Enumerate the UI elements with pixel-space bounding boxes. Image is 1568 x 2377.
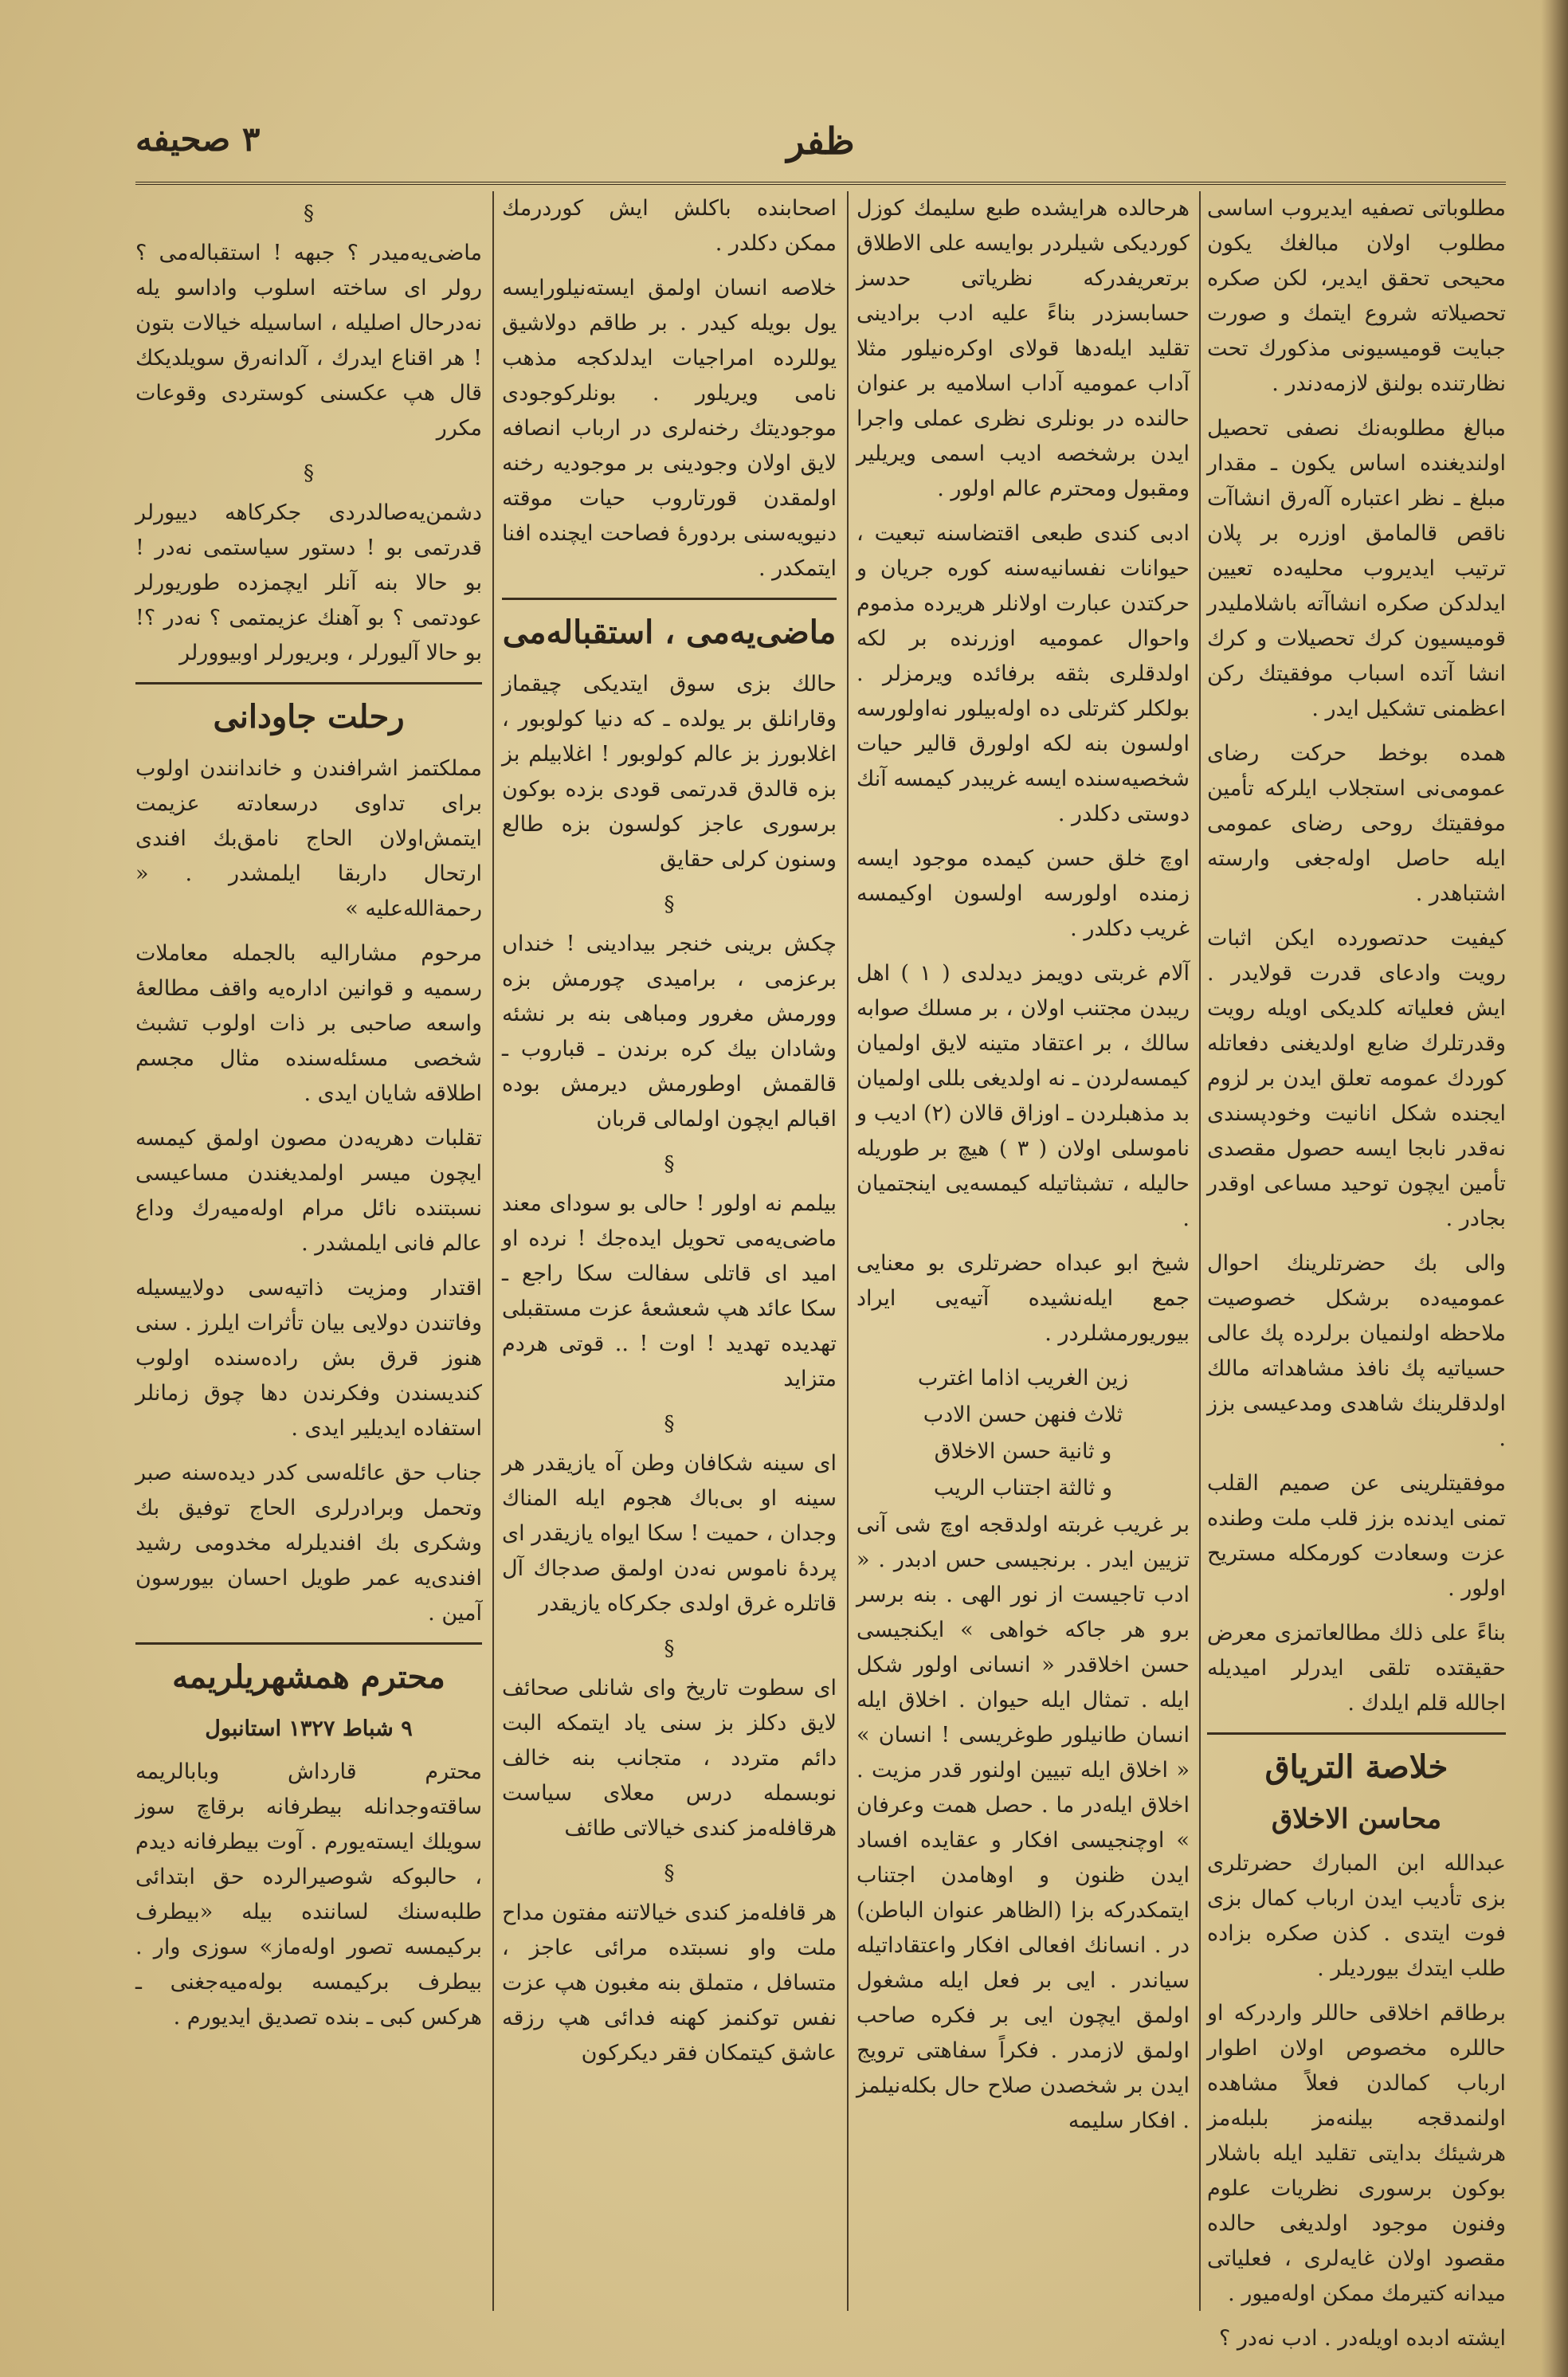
column-divider <box>492 191 494 2311</box>
column-3 <box>502 191 837 2311</box>
paragraph: مرحوم مشارالیه بالجمله معاملات رسمیه و قوانین اداره‌یه واقف مطالعهٔ واسعه صاحبی بر ذات اولوب تشبث شخصی مسئله‌سنده مثال مجسم اطلاقه شایان ایدی . <box>135 941 482 1106</box>
paragraph: والی بك حضرتلرینك احوال عمومیه‌ده برشکل خصوصیت ملاحظه اولنمیان برلرده پك عالی حسیاتیه پك نافذ مشاهداته مالك اولدقلرینك شاهدی ومدعیسی بزز . <box>1207 1251 1506 1451</box>
article-heading: محترم همشهریلریمه <box>172 1658 445 1696</box>
dateline: ٩ شباط ١٣٢٧ استانبول <box>205 1716 413 1741</box>
stanza: ماضی‌یه‌میدر ؟ جبهه ! استقباله‌می ؟ رولر ای ساخته اسلوب واداسو یله نه‌درحال اصلیله ، اساسیله خیالات بتون ! هر اقناع ایدرك ، آلدانه‌رق سویلدیکك قال هپ عکسنی کوستردی وقوعات مکرر <box>135 241 482 441</box>
masthead: ظفر <box>786 120 855 163</box>
paragraph: هرحالده هرایشده طبع سلیمك کوزل کوردیکی شیلردر بوایسه علی الاطلاق برتعریفدرکه نظریاتی حدسز حسابسزدر بناءً علیه ادب برادینی تقلید ایله‌دها قولای اوکره‌نیلور مثلا آداب عمومیه آداب اسلامیه بر عنوان حالنده در بونلری نظری عملی واجرا ایدن برشخصه ادیب اسمی ویریلیر ومقبول ومحترم عالم اولور . <box>857 196 1190 501</box>
section-rule <box>135 682 482 684</box>
stanza: بیلمم نه اولور ! حالی بو سودای معند ماضی‌یه‌می تحویل ایده‌جك ! نرده او امید ای قاتلی سفالت سکا راجع ـ سکا عائد هپ شعشعهٔ عزت مستقبلی تهدیده تهدید ! اوت ! .. قوتی هردم متزاید <box>502 1191 837 1391</box>
section-mark: § <box>664 1152 675 1176</box>
paragraph: آلام غربتی دویمز دیدلدی ( ١ ) اهل ریبدن مجتنب اولان ، بر مسلك صوابه سالك ، بر اعتقاد متینه لایق اولمیان کیمسه‌لردن ـ نه اولدیغی بللی اولمیان بد مذهبلردن ـ اوزاق قالان (٢) ادیب و ناموسلی اولان ( ٣ ) هیچ بر طوریله حالیله ، تشبثاتیله کیمسه‌یی اینجتمیان . <box>857 961 1190 1231</box>
stanza: دشمن‌یه‌صالدردی جکرکاهه دییورلر قدرتمی بو ! دستور سیاستمی نه‌در ! بو حالا بنه آنلر ایچمزده طوریورلر عودتمی ؟ بو آهنك عزیمتمی ؟ نه‌در ؟! بو حالا آلیورلر ، وبریورلر اوبیوورلر <box>135 500 482 665</box>
page-number: ٣ صحیفه <box>135 120 261 159</box>
stanza: چکش برینی خنجر بیدادینی ! خنداں برعزمی ، برامیدی چورمش بزه وورمش مغرور ومباهی بنه بر نشئه وشادان بیك کره برندن ـ قباروب ـ قالقمش اوطورمش دیرمش بوده اقبالم ایچون اولمالی قربان <box>502 932 837 1132</box>
column-1 <box>1207 191 1506 2351</box>
binding-edge <box>1541 0 1568 2377</box>
paragraph: برطاقم اخلاقی حاللر واردرکه او حاللره مخصوص اولان اطوار ارباب کمالدن فعلاً مشاهده اولنمدقجه بیلنه‌مز بلبله‌مز هرشیئك بدایتی تقلید ایله باشلار بوکون برسوری نظریات علوم وفنون موجود اولدیغی حالده مقصود اولان غایه‌لری ، فعلیاتی میدانه کتیرمك ممکن اوله‌میور . <box>1207 2001 1506 2306</box>
column-4 <box>135 191 482 2311</box>
stanza: هر قافله‌مز کندی خیالاتنه مفتون مداح ملت واو نسبتده مرائی عاجز ، متسافل ، متملق بنه مغبون هپ عزت نفس توکنمز کهنه فدائی هپ رزقه عاشق کیتمكان فقر دیکرکون <box>502 1900 837 2065</box>
section-mark: § <box>664 892 675 916</box>
column-divider <box>1199 191 1201 2311</box>
column-2 <box>857 191 1190 2311</box>
section-mark: § <box>664 1412 675 1436</box>
paragraph: موفقیتلرینی عن صمیم القلب تمنی ایدنده بزز قلب ملت وطنده عزت وسعادت کورمکله مستریح اولور . <box>1207 1471 1506 1601</box>
article-heading: رحلت جاودانی <box>213 698 405 735</box>
stanza: حالك بزی سوق ایتدیکی چیقماز وقارانلق بر یولده ـ که دنیا کولوبور ، اغلابورز بز عالم کولوبور ! اغلابیلم بز بزه قالدق قدرتمی قودی بزده بوکون برسوری عاجز کولسون بزه طالع وسنون کرلی حقایق <box>502 672 837 872</box>
verse-line: و ثالثة اجتناب الريب <box>933 1476 1113 1500</box>
paragraph: مملکتمز اشرافندن و خاندانندن اولوب برای تداوی درسعادته عزیمت ایتمش‌اولان الحاج نامق‌بك افندی ارتحال داربقا ایلمشدر . « رحمةالله‌علیه » <box>135 756 482 921</box>
section-mark: § <box>664 1861 675 1885</box>
header-rule <box>135 182 1506 185</box>
verse-line: زين الغريب اذاما اغترب <box>917 1366 1129 1391</box>
paragraph: کیفیت حدتصورده ایکن اثبات رویت وادعای قدرت قولایدر . ایش فعلیاته کلدیکی اویله رویت وقدرتلرك ضایع اولدیغنی دفعاتله کوردك عمومه تعلق ایدن بر لزوم ایجنده شکل انانیت وخودپسندی نه‌قدر نابجا ایسه حصول مقصدی تأمین ایچون توحید مساعی اوقدر بجادر . <box>1207 926 1506 1231</box>
paragraph: ادبی کندی طبعی اقتضاسنه تبعیت ، حیوانات نفسانیه‌سنه کوره جریان و حرکتدن عبارت اولانلر هریرده مذموم واحوال عمومیه اوزرنده بر لکه اولدقلری بثقه برفائده ویرمزلر . بولکلر کثرتلی ده اوله‌بیلور نه‌اولورسه اولسون بنه لکه اولورق قالیر حیات شخصیه‌سنده ایسه غریبدر کیمسه آنك دوستی دکلدر . <box>857 521 1190 826</box>
paragraph: جناب حق عائله‌سی کدر دیده‌سنه صبر وتحمل وبرادرلری الحاج توفیق بك وشکری بك افندیلرله مخدومی رشید افندی‌یه عمر طویل احسان بیورسون آمین . <box>135 1461 482 1626</box>
section-mark: § <box>664 1637 675 1661</box>
stanza: ای سینه شکافان وطن آه یازیقدر هر سینه او بی‌باك هجوم ایله المناك وجدان ، حمیت ! سکا ایواه یازیقدر ای پردهٔ ناموس نه‌دن اولمق صدجاك آل قاتلره غرق اولدی جکرکاه یازیقدر <box>501 1451 837 1616</box>
paragraph: همده بوخط حرکت رضای عمومی‌نی استجلاب ایلرکه تأمین موفقیتك روحی رضای عمومی ایله حاصل اوله‌جغی وارسته اشتباهدر . <box>1207 741 1506 906</box>
paragraph: اقتدار ومزیت ذاتیه‌سی دولاییسیله وفاتندن دولایی بیان تأثرات ایلرز . سنی هنوز قرق بش راده‌سنده اولوب کندیسندن وفکرندن دها چوق زمانلر استفاده ایدیلیر ایدی . <box>135 1276 482 1441</box>
verse-line: و ثانية حسن الاخلاق <box>934 1439 1112 1464</box>
paragraph: بناءً علی ذلك مطالعاتمزی معرض حقیقتده تلقی ایدرلر امیدیله اجالله قلم ایلدك . <box>1207 1621 1506 1716</box>
paragraph: مبالغ مطلوبه‌نك نصفی تحصیل اولندیغنده اساس یکون ـ مقدار مبلغ ـ نظر اعتباره آله‌رق انشاآت ناقص قالمامق اوزره بر پلان ترتیب ایدیروب محلیه‌ده تعیین ایدلدکن صکره انشاآته باشلاملیدر قومیسیون کرك تحصیلات و کرك انشا آتده اسباب موفقیتك رکن اعظمنی تشکیل ایدر . <box>1207 416 1506 721</box>
paragraph: تقلبات دهریه‌دن مصون اولمق کیمسه ایچون میسر اولمدیغندن مساعیسی نسبتنده نائل مرام اوله‌میه‌رك وداع عالم فانی ایلمشدر . <box>135 1126 482 1256</box>
article-heading: ماضی‌یه‌می ، استقباله‌می <box>502 614 837 651</box>
paragraph: مطلوباتی تصفیه ایدیروب اساسی مطلوب اولان مبالغك یکون محیحی تحقق ایدیر، لکن صکره تحصیلاته شروع ایتمك و صورت جبایت قومیسیونی مذکورك تحت نظارتنده بولنق لازمه‌دندر . <box>1207 196 1506 396</box>
verse-line: ثلاث فنهن حسن الادب <box>923 1402 1123 1427</box>
paragraph: ایشته ادبده اویله‌در . ادب نه‌در ؟ <box>1218 2326 1506 2351</box>
page-header <box>135 120 1506 175</box>
paragraph: بر غریب غربته اولدقجه اوچ شی آنی تزیین ایدر . برنجیسی حس ادبدر . « ادب تاجیست از نور الهی . بنه برسر برو هر جاکه خواهی » ایکنجیسی حسن اخلاقدر « انسانی اولور شکل ایله . تمثال ایله حیوان . اخلاق ایله انسان طانیلور طوغریسی ! انسان » « اخلاق ایله تبیین اولنور قدر مزیت . اخلاق ایله‌در ما . حصل همت وعرفان » اوچنجیسی افکار و عقایده افساد ایدن ظنون و اوهامدن اجتناب ایتمکدرکه بزا (الظاهر عنوان الباطن) در . انسانك افعالی افکار واعتقاداتیله سیاندر . ایی بر فعل ایله مشغول اولمق ایچون ایی بر فکره صاحب اولمق لازمدر . فکراً سفاهتی ترویج ایدن بر شخصدن صلاح حال بکله‌نیلمز . افکار سلیمه <box>857 1512 1190 2133</box>
paragraph: اصحابنده باکلش ایش کوردرمك ممکن دکلدر . <box>502 196 837 256</box>
section-mark: § <box>304 202 314 226</box>
paragraph: محترم قارداش وبابالریمه ساقته‌وجدانله بیطرفانه برقاچ سوز سویلك ایسته‌یورم . آوت بیطرفانه دیدم ، حالبوکه شوصیرالرده حق ابتدائی طلبه‌سنك لساننده بیله «بیطرف برکیمسه تصور اوله‌ماز» سوزی وار . بیطرف برکیمسه بوله‌میه‌جغنی ـ هرکس کبی ـ بنده تصدیق ایدیورم . <box>135 1759 482 2030</box>
section-rule <box>1207 1732 1506 1735</box>
article-subheading: محاسن الاخلاق <box>1271 1803 1442 1835</box>
section-mark: § <box>304 461 314 485</box>
section-rule <box>502 598 837 600</box>
stanza: ای سطوت تاریخ وای شانلی صحائف لایق دکلز بز سنی یاد ایتمکه البت دائم متردد ، متجانب بنه خالف نوبسمله درس معلای سیاست هرقافله‌مز کندی خیالاتی طائف <box>502 1676 837 1841</box>
article-heading: خلاصة الترياق <box>1264 1748 1448 1786</box>
paragraph: اوچ خلق حسن کیمده موجود ایسه زمنده اولورسه اولسون اوکیمسه غریب دکلدر . <box>857 846 1190 941</box>
paragraph: عبدالله ابن المبارك حضرتلری بزی تأدیب ایدن ارباب کمال بزی فوت ایتدی . کذن صکره بزاده طلب ایتدك بیوردیلر . <box>1207 1851 1506 1981</box>
section-rule <box>135 1642 482 1645</box>
column-divider <box>847 191 849 2311</box>
paragraph: شیخ ابو عبداه حضرتلری بو معنایی جمع ایله‌نشیده آتیه‌یی ایراد بیوریورمشلردر . <box>857 1251 1190 1346</box>
paragraph: خلاصه انسان اولمق ایسته‌نیلورایسه یول بویله کیدر . بر طاقم دولاشیق یوللرده امراجیات ایدلدکجه مذهب نامی ویریلور . بونلرکوجودی موجودیتك رخنه‌لری در ارباب انصافه لایق اولان وجودینی بر موجودیه رخنه اولمقدن قورتاروب حیات موقته دنیویه‌سنی بردورهٔ فصاحت ایچنده افنا ایتمکدر . <box>502 276 837 581</box>
